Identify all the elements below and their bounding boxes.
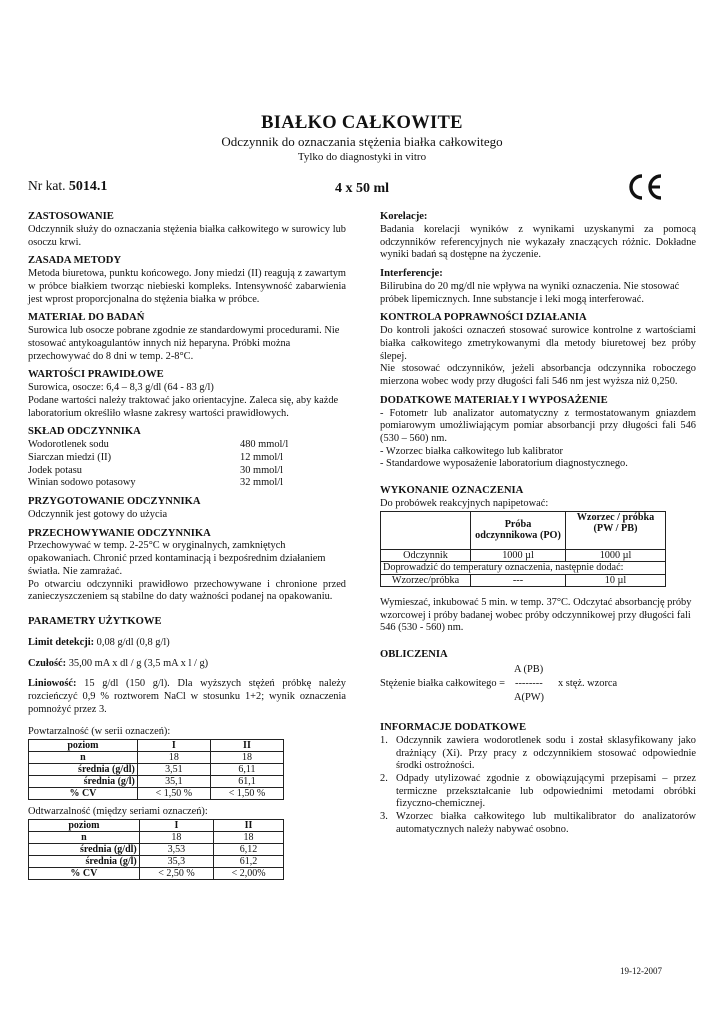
- section-text: Bilirubina do 20 mg/dl nie wpływa na wyniki oznaczenia. Nie stosować próbek lipemicznych. Inne substancje i leki mogą interferować.: [380, 280, 680, 305]
- table-cell: 18: [214, 831, 284, 843]
- detection-limit: [28, 637, 346, 650]
- table-row: [29, 831, 284, 843]
- table-header-cell: Próba odczynnikowa (PO): [471, 511, 566, 549]
- composition-name: Siarczan miedzi (II): [28, 451, 112, 463]
- table-row-label: % CV: [29, 787, 138, 799]
- table-cell: < 1,50 %: [137, 787, 210, 799]
- caption-bold: Powtarzalność: [28, 726, 89, 738]
- table-row: [381, 562, 666, 575]
- composition-value: 480 mmol/l: [240, 439, 289, 451]
- composition-name: Winian sodowo potasowy: [28, 477, 136, 489]
- list-item: - Fotometr lub analizator automatyczny z termostatowanym gniazdem pomiarowym umożliwiającym pomiar absorbancji przy długości fali 546 (530 – 560) nm.: [380, 407, 696, 444]
- composition-list: [28, 439, 346, 490]
- table-header-cell: [381, 511, 471, 549]
- document-date: 19-12-2007: [620, 966, 662, 976]
- list-number: 1.: [380, 735, 388, 747]
- table-header-cell: poziom: [29, 739, 138, 751]
- section-heading: INFORMACJE DODATKOWE: [380, 722, 527, 734]
- calculation-formula: [380, 664, 696, 708]
- section-heading: Interferencje:: [380, 267, 443, 279]
- table-cell: 18: [137, 751, 210, 763]
- info-list: [380, 735, 696, 837]
- table-row: [29, 787, 284, 799]
- table-row: [29, 843, 284, 855]
- section-heading: PRZYGOTOWANIE ODCZYNNIKA: [28, 495, 201, 507]
- section-text: Do probówek reakcyjnych napipetować:: [380, 497, 549, 509]
- param-value: 35,00 mA x dl / g (3,5 mA x l / g): [66, 657, 209, 669]
- composition-row: [28, 477, 346, 490]
- composition-name: Wodorotlenek sodu: [28, 439, 109, 451]
- formula-left: Stężenie białka całkowitego =: [380, 678, 506, 690]
- param-value: 15 g/dl (150 g/l). Dla wyższych stężeń próbkę należy rozcieńczyć 0,9 % roztworem NaCl w stosunku 1+2; wynik oznaczenia pomnożyć przez 3.: [28, 678, 346, 715]
- table-row-label: n: [29, 831, 140, 843]
- section-text: Podane wartości należy traktować jako orientacyjne. Zaleca się, aby każde laboratorium określiło własne zakresy wartości prawidłowych.: [28, 394, 339, 419]
- repeatability-caption: [28, 726, 346, 739]
- param-label: Czułość:: [28, 657, 67, 669]
- procedure-table: [380, 511, 666, 588]
- list-item: [380, 811, 696, 836]
- section-heading: ZASTOSOWANIE: [28, 211, 114, 222]
- table-cell: < 2,50 %: [139, 867, 213, 879]
- table-cell: 3,51: [137, 763, 210, 775]
- list-item: - Wzorzec białka całkowitego lub kalibrator: [380, 445, 564, 457]
- table-header-cell: II: [214, 819, 284, 831]
- table-cell: 1000 µl: [566, 549, 666, 562]
- section-heading: ZASADA METODY: [28, 255, 122, 267]
- composition-value: 32 mmol/l: [240, 477, 284, 489]
- formula-denominator: A(PW): [514, 692, 545, 704]
- list-number: 3.: [380, 811, 388, 823]
- table-cell: 18: [210, 751, 283, 763]
- table-row: [29, 775, 284, 787]
- table-row: [29, 751, 284, 763]
- table-cell: Odczynnik: [381, 549, 471, 562]
- table-cell: 35,1: [137, 775, 210, 787]
- composition-row: [28, 465, 346, 478]
- section-text: Surowica, osocze: 6,4 – 8,3 g/dl (64 - 83 g/l): [28, 382, 214, 394]
- table-header-cell: I: [137, 739, 210, 751]
- table-row: [381, 511, 666, 549]
- table-cell: ---: [471, 574, 566, 587]
- table-cell: 18: [139, 831, 213, 843]
- table-row: [381, 549, 666, 562]
- table-row-label: średnia (g/dl): [29, 763, 138, 775]
- table-row: [381, 574, 666, 587]
- right-column: [380, 211, 696, 837]
- sensitivity: [28, 658, 346, 671]
- table-row: [29, 763, 284, 775]
- table-header-cell: II: [210, 739, 283, 751]
- list-text: Odczynnik zawiera wodorotlenek sodu i został sklasyfikowany jako drażniący (Xi). Przy pracy z odczynnikiem stosować odpowiednie środki ostrożności.: [396, 735, 696, 772]
- document-subtitle: Odczynnik do oznaczania stężenia białka całkowitego: [221, 134, 503, 149]
- ivd-note: Tylko do diagnostyki in vitro: [297, 151, 427, 163]
- composition-value: 12 mmol/l: [240, 451, 284, 463]
- list-number: 2.: [380, 773, 388, 785]
- table-row-label: średnia (g/dl): [29, 843, 140, 855]
- section-heading: PARAMETRY UŻYTKOWE: [28, 615, 162, 627]
- section-heading: DODATKOWE MATERIAŁY I WYPOSAŻENIE: [380, 394, 608, 406]
- list-item: [380, 735, 696, 773]
- table-header-cell: poziom: [29, 819, 140, 831]
- table-cell: < 1,50 %: [210, 787, 283, 799]
- table-row-label: n: [29, 751, 138, 763]
- caption-bold: Odtwarzalność: [28, 805, 91, 817]
- caption-text: (między seriami oznaczeń):: [90, 805, 208, 817]
- catalog-value: 5014.1: [68, 179, 108, 194]
- repeatability-table: [28, 739, 284, 800]
- catalog-label: Nr kat.: [28, 178, 66, 193]
- formula-line: --------: [515, 678, 543, 690]
- reproducibility-table: [28, 819, 284, 880]
- list-text: Odpady utylizować zgodnie z obowiązującymi przepisami – przez termiczne przekształcanie lub odpowiednimi metodami obróbki fizyczno-chemicznej.: [396, 773, 696, 810]
- table-cell: 6,12: [214, 843, 284, 855]
- section-heading: MATERIAŁ DO BADAŃ: [28, 312, 145, 324]
- table-cell: 61,1: [210, 775, 283, 787]
- section-heading: Korelacje:: [380, 211, 428, 222]
- table-header-cell: Wzorzec / próbka (PW / PB): [566, 511, 666, 549]
- section-heading: WYKONANIE OZNACZENIA: [380, 485, 524, 496]
- composition-row: [28, 452, 346, 465]
- list-item: - Standardowe wyposażenie laboratorium diagnostycznego.: [380, 458, 628, 470]
- table-row-label: średnia (g/l): [29, 855, 140, 867]
- composition-name: Jodek potasu: [28, 464, 82, 476]
- table-row: [29, 819, 284, 831]
- section-text: Przechowywać w temp. 2-25°C w oryginalnych, zamkniętych opakowaniach. Chronić przed kontaminacją i bezpośrednim działaniem światła. Nie zamrażać.: [28, 540, 326, 577]
- section-heading: PRZECHOWYWANIE ODCZYNNIKA: [28, 527, 211, 539]
- ce-mark-icon: [628, 173, 668, 201]
- table-cell: < 2,00%: [214, 867, 284, 879]
- composition-value: 30 mmol/l: [240, 464, 284, 476]
- section-heading: OBLICZENIA: [380, 649, 448, 661]
- section-text: Wymieszać, inkubować 5 min. w temp. 37°C. Odczytać absorbancję próby wzorcowej i próby badanej wobec próby odczynnikowej przy długości fali 546 (530 - 560) nm.: [380, 597, 692, 634]
- package-volume: 4 x 50 ml: [334, 181, 390, 196]
- table-cell: Wzorzec/próbka: [381, 574, 471, 587]
- caption-text: (w serii oznaczeń):: [88, 726, 171, 738]
- table-cell: 1000 µl: [471, 549, 566, 562]
- table-row: [29, 739, 284, 751]
- param-label: Liniowość:: [28, 678, 77, 690]
- section-text: Metoda biuretowa, punktu końcowego. Jony miedzi (II) reagują z zawartym w próbce białkiem tworząc niebieski kompleks. Intensywność zabarwienia jest wprost proporcjonalna do stężenia białka w próbce.: [28, 268, 346, 305]
- list-text: Wzorzec białka całkowitego lub multikalibrator do analizatorów automatycznych należy nabywać osobno.: [396, 811, 696, 835]
- left-column: [28, 211, 346, 880]
- table-cell: 6,11: [210, 763, 283, 775]
- table-row: [29, 855, 284, 867]
- formula-numerator: A (PB): [514, 664, 544, 676]
- section-heading: KONTROLA POPRAWNOŚCI DZIAŁANIA: [380, 312, 587, 324]
- list-item: [380, 773, 696, 811]
- section-text: Surowica lub osocze pobrane zgodnie ze standardowymi procedurami. Nie stosować antykoagulantów innych niż heparyna. Próbki można przechowywać do 8 dni w temp. 2-8°C.: [28, 325, 340, 362]
- table-row-label: % CV: [29, 867, 140, 879]
- table-row: [29, 867, 284, 879]
- param-label: Limit detekcji:: [28, 636, 95, 648]
- section-text: Nie stosować odczynników, jeżeli absorbancja odczynnika roboczego mierzona wobec wody przy długości fali 546 nm jest wyższa niż 0,250.: [380, 363, 696, 387]
- linearity: [28, 678, 346, 716]
- formula-right: x stęż. wzorca: [558, 678, 618, 690]
- table-cell: 61,2: [214, 855, 284, 867]
- table-cell: Doprowadzić do temperatury oznaczenia, następnie dodać:: [381, 562, 666, 575]
- table-header-cell: I: [139, 819, 213, 831]
- reproducibility-caption: [28, 806, 346, 819]
- table-cell: 10 µl: [566, 574, 666, 587]
- section-text: Do kontroli jakości oznaczeń stosować surowice kontrolne z wartościami białka całkowitego zmetrykowanymi dla metody biuretowej bez próby ślepej.: [380, 325, 696, 362]
- section-text: Po otwarciu odczynniki prawidłowo przechowywane i chronione przed zanieczyszczeniem są stabilne do daty ważności podanej na opakowaniu.: [28, 578, 346, 603]
- composition-row: [28, 439, 346, 452]
- section-heading: WARTOŚCI PRAWIDŁOWE: [28, 369, 164, 381]
- table-cell: 3,53: [139, 843, 213, 855]
- document-title: BIAŁKO CAŁKOWITE: [261, 113, 463, 133]
- section-text: Odczynnik jest gotowy do użycia: [28, 508, 168, 520]
- section-text: Odczynnik służy do oznaczania stężenia białka całkowitego w surowicy lub osoczu krwi.: [28, 223, 346, 248]
- table-row-label: średnia (g/l): [29, 775, 138, 787]
- section-text: Badania korelacji wyników z wynikami uzyskanymi za pomocą odczynników referencyjnych nie wykazały znaczących różnic. Dokładne wyniki badań są dostępne na życzenie.: [380, 223, 696, 261]
- param-value: 0,08 g/dl (0,8 g/l): [94, 636, 170, 648]
- table-cell: 35,3: [139, 855, 213, 867]
- section-heading: SKŁAD ODCZYNNIKA: [28, 426, 141, 438]
